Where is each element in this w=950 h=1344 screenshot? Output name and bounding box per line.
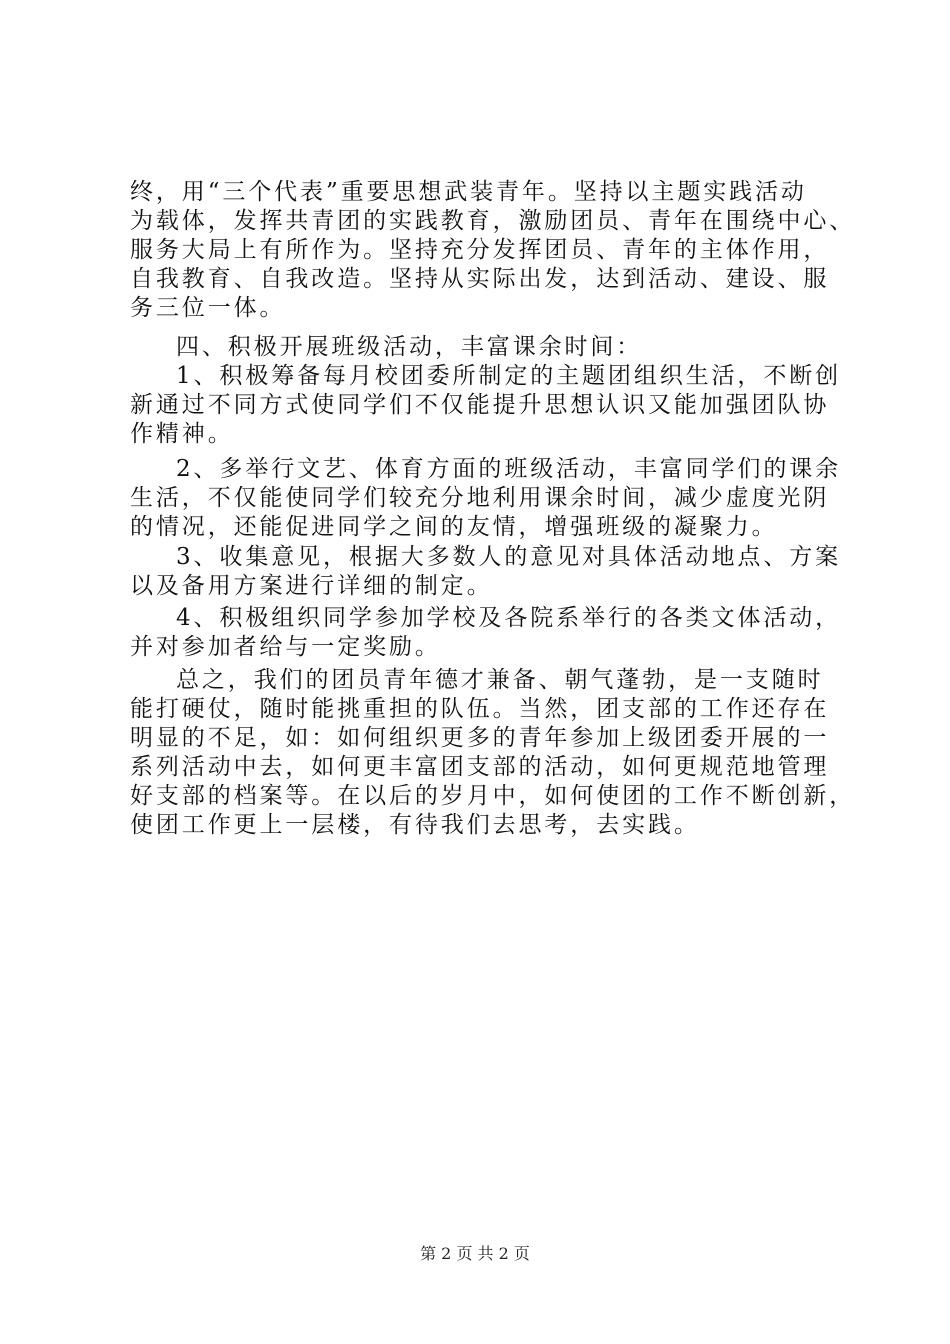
text-line: 使团工作更上一层楼，有待我们去思考，去实践。 <box>130 812 700 838</box>
text-line: 的情况，还能促进同学之间的友情，增强班级的凝聚力。 <box>130 514 778 540</box>
text-line: 终，用“三个代表”重要思想武装青年。坚持以主题实践活动 <box>130 179 807 205</box>
text-line: 明显的不足，如：如何组织更多的青年参加上级团委开展的一 <box>130 725 830 751</box>
text-line: 3、收集意见，根据大多数人的意见对具体活动地点、方案 <box>176 544 842 570</box>
text-line: 1、积极筹备每月校团委所制定的主题团组织生活，不断创 <box>176 363 842 389</box>
text-line: 为载体，发挥共青团的实践教育，激励团员、青年在围绕中心、 <box>130 208 856 234</box>
text-line: 服务大局上有所作为。坚持充分发挥团员、青年的主体作用， <box>130 237 830 263</box>
text-line: 作精神。 <box>130 421 234 447</box>
page-number-footer: 第 2 页 共 2 页 <box>420 1244 530 1263</box>
text-line: 以及备用方案进行详细的制定。 <box>130 573 493 599</box>
text-line: 务三位一体。 <box>130 295 286 321</box>
text-line: 并对参加者给与一定奖励。 <box>130 634 441 660</box>
text-line: 生活，不仅能使同学们较充分地利用课余时间，减少虚度光阴 <box>130 485 830 511</box>
section-heading: 四、积极开展班级活动，丰富课余时间： <box>176 334 643 360</box>
text-line: 好支部的档案等。在以后的岁月中，如何使团的工作不断创新， <box>130 783 856 809</box>
text-line: 系列活动中去，如何更丰富团支部的活动，如何更规范地管理 <box>130 754 830 780</box>
text-line: 总之，我们的团员青年德才兼备、朝气蓬勃，是一支随时 <box>176 667 824 693</box>
text-line: 4、积极组织同学参加学校及各院系举行的各类文体活动， <box>176 605 842 631</box>
text-line: 新通过不同方式使同学们不仅能提升思想认识又能加强团队协 <box>130 392 830 418</box>
text-line: 自我教育、自我改造。坚持从实际出发，达到活动、建设、服 <box>130 266 830 292</box>
text-line: 能打硬仗，随时能挑重担的队伍。当然，团支部的工作还存在 <box>130 696 830 722</box>
text-line: 2、多举行文艺、体育方面的班级活动，丰富同学们的课余 <box>176 456 842 482</box>
